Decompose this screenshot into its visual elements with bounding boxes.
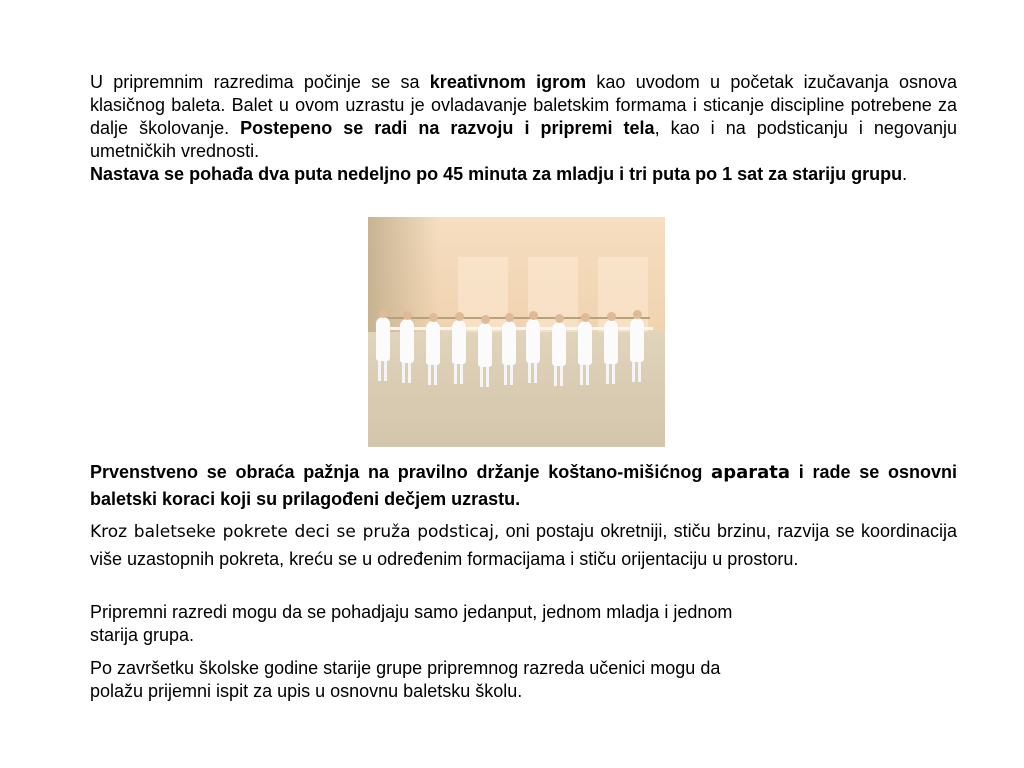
- photo-dancer: [376, 317, 390, 361]
- paragraph-posture: Prvenstveno se obraća pažnja na pravilno držanje koštano-mišićnog aparata i rade se osnovni baletski koraci koji su prilagođeni dečjem uzrastu.: [90, 462, 957, 509]
- photo-dancer: [630, 318, 644, 362]
- paragraph-schedule: Nastava se pohađa dva puta nedeljno po 45 minuta za mladju i tri puta po 1 sat za stariju grupu.: [90, 164, 908, 184]
- paragraph-intro: U pripremnim razredima počinje se sa kreativnom igrom kao uvodom u početak izučavanja osnova klasičnog baleta. Balet u ovom uzrastu je ovladavanje baletskim formama i sticanje discipline potrebene za dalje školovanje. Postepeno se radi na razvoju i pripremi tela, kao i na podsticanju i negovanju umetničkih vrednosti.: [90, 72, 958, 161]
- photo-dancer: [526, 319, 540, 363]
- photo-dancer: [426, 321, 440, 365]
- photo-dancer: [502, 321, 516, 365]
- photo-dancer: [478, 323, 492, 367]
- photo-dancer: [578, 321, 592, 365]
- bold-razvoju-tela: Postepeno se radi na razvoju i pripremi tela: [240, 118, 655, 138]
- bold-aparata: aparata: [711, 462, 790, 483]
- photo-dancer: [552, 322, 566, 366]
- paragraph-attendance: Pripremni razredi mogu da se pohadjaju samo jedanput, jednom mladja i jednom starija grupa.: [90, 602, 733, 645]
- intro-text-block: [90, 71, 957, 186]
- photo-dancer: [400, 319, 414, 363]
- bold-kreativnom-igrom: kreativnom igrom: [429, 72, 587, 92]
- photo-dancer: [604, 320, 618, 364]
- paragraph-movements: Kroz baletseke pokrete deci se pruža podsticaj, oni postaju okretniji, stiču brzinu, razvija se koordinacija više uzastopnih pokreta, kreću se u određenim formacijama i stiču orijentaciju u prostoru.: [90, 521, 958, 569]
- paragraph-exam: Po završetku školske godine starije grupe pripremnog razreda učenici mogu da polažu prijemni ispit za upis u osnovnu baletsku školu.: [90, 658, 721, 701]
- ballet-class-photo: [368, 217, 665, 447]
- photo-dancer: [452, 320, 466, 364]
